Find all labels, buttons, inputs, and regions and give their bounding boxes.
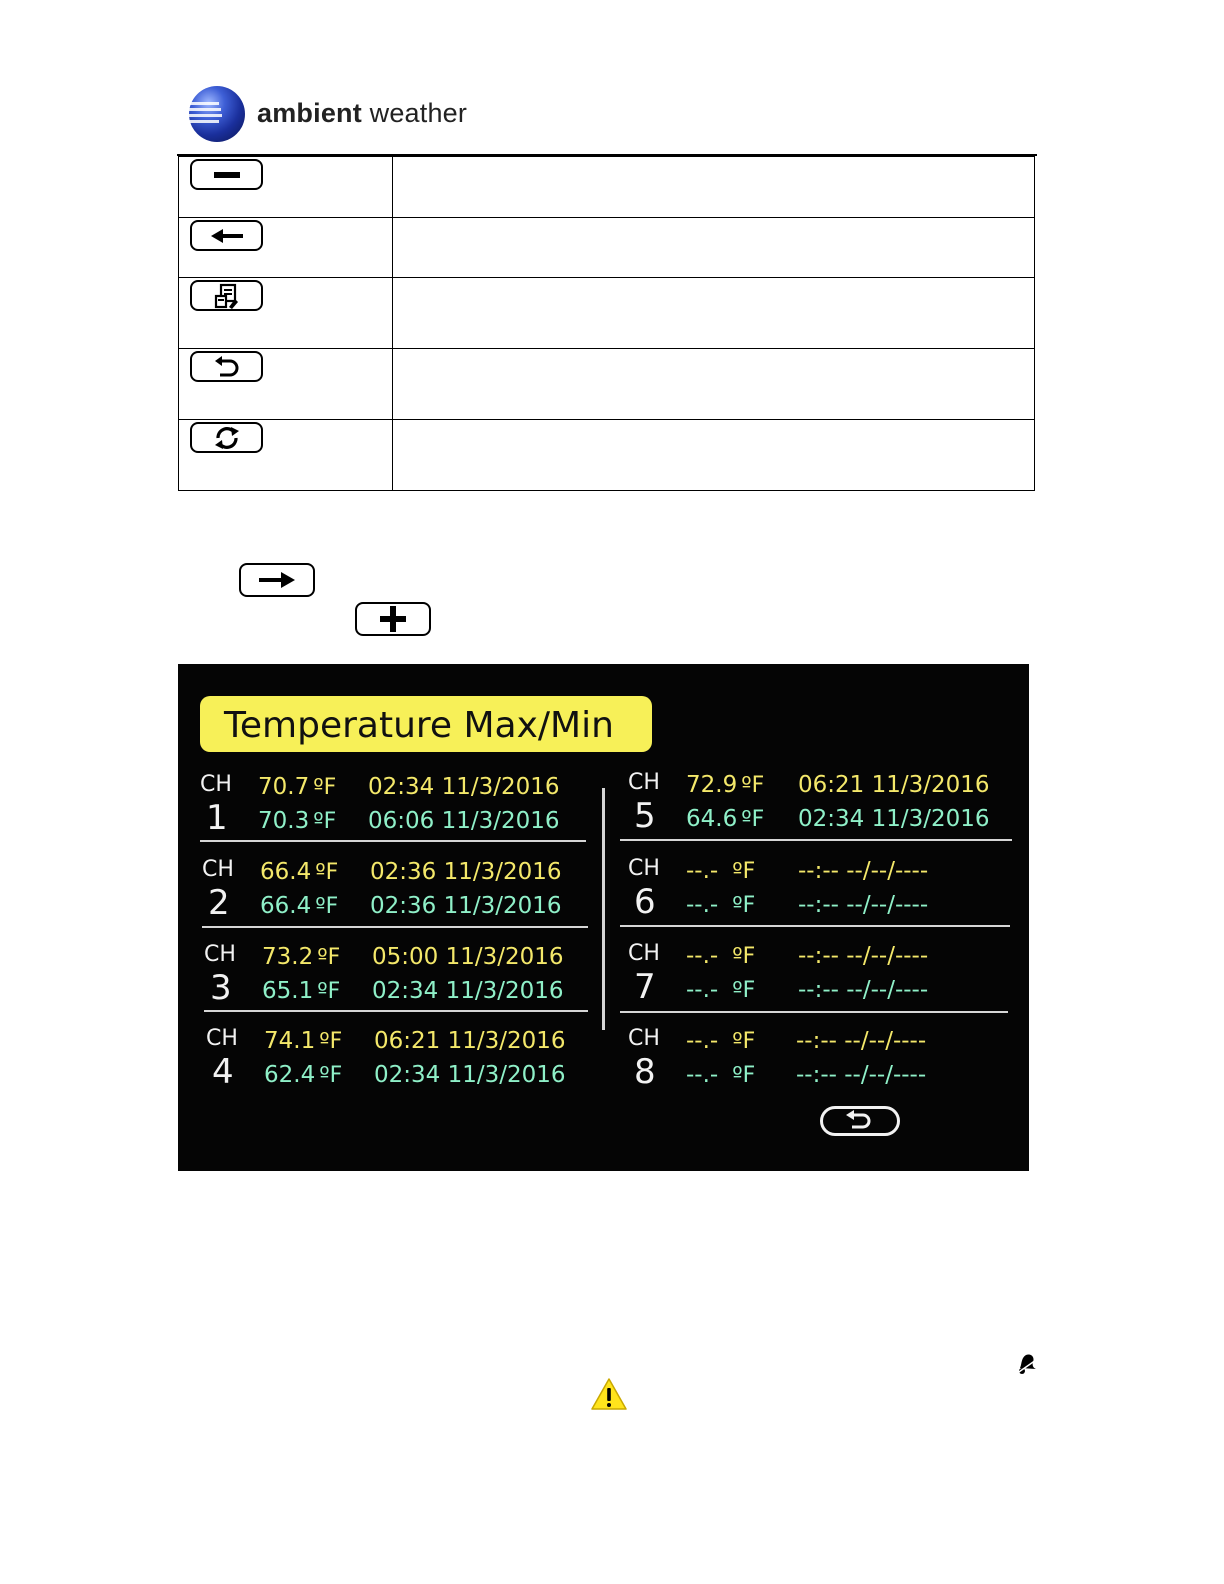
row-divider xyxy=(202,926,588,928)
return-button[interactable] xyxy=(190,351,263,382)
channel-label: CH xyxy=(202,857,234,882)
brand-name xyxy=(257,98,467,129)
max-temp-time: 06:21 11/3/2016 xyxy=(798,772,990,798)
channel-number: 4 xyxy=(212,1052,234,1092)
temp-unit: ºF xyxy=(313,809,337,834)
alarm-bell-icon xyxy=(1014,1350,1038,1376)
row-divider xyxy=(620,1011,1008,1013)
table-cell-button xyxy=(179,218,393,278)
max-temp-time: --:-- --/--/---- xyxy=(796,1028,927,1054)
table-row xyxy=(179,420,1035,491)
min-temp-time: --:-- --/--/---- xyxy=(798,977,929,1003)
temp-unit: ºF xyxy=(732,859,756,884)
min-temp xyxy=(260,893,338,919)
table-row xyxy=(179,218,1035,278)
return-icon xyxy=(212,355,242,379)
temp-unit: ºF xyxy=(317,945,341,970)
records-icon xyxy=(214,283,240,309)
minus-button[interactable] xyxy=(190,159,263,190)
plus-icon xyxy=(378,606,408,632)
min-temp xyxy=(264,1062,342,1088)
minus-icon xyxy=(212,170,242,180)
channel-number: 8 xyxy=(634,1052,656,1092)
channel-label: CH xyxy=(628,941,660,966)
channel-label: CH xyxy=(204,942,236,967)
temp-unit: ºF xyxy=(732,1063,756,1088)
min-temp-time: 02:34 11/3/2016 xyxy=(372,978,564,1004)
table-row xyxy=(179,349,1035,420)
screen-title: Temperature Max/Min xyxy=(224,705,614,746)
max-temp-value: --.- xyxy=(686,858,719,884)
max-temp-value: 66.4 xyxy=(260,859,312,885)
channel-row-2 xyxy=(202,857,602,937)
max-temp-time: 05:00 11/3/2016 xyxy=(372,944,564,970)
min-temp xyxy=(686,1062,755,1088)
refresh-button[interactable] xyxy=(190,422,263,453)
max-temp-time: 06:21 11/3/2016 xyxy=(374,1028,566,1054)
channel-row-5 xyxy=(628,770,1028,850)
max-temp xyxy=(258,774,336,800)
row-divider xyxy=(620,839,1012,841)
right-arrow-button[interactable] xyxy=(239,563,315,597)
table-cell-button xyxy=(179,157,393,218)
min-temp-time: --:-- --/--/---- xyxy=(796,1062,927,1088)
screen-back-button[interactable] xyxy=(820,1106,900,1136)
max-temp xyxy=(686,1028,755,1054)
channel-label: CH xyxy=(628,770,660,795)
right-arrow-icon xyxy=(257,571,297,589)
temp-unit: ºF xyxy=(315,894,339,919)
temp-unit: ºF xyxy=(319,1029,343,1054)
channel-label: CH xyxy=(206,1026,238,1051)
min-temp-time: 02:36 11/3/2016 xyxy=(370,893,562,919)
return-icon xyxy=(843,1110,877,1132)
min-temp xyxy=(258,808,336,834)
row-divider xyxy=(200,840,586,842)
max-temp-value: 74.1 xyxy=(264,1028,316,1054)
temp-unit: ºF xyxy=(732,944,756,969)
table-row xyxy=(179,278,1035,349)
min-temp xyxy=(262,978,340,1004)
records-button[interactable] xyxy=(190,280,263,311)
channel-number: 2 xyxy=(208,883,230,923)
button-table xyxy=(178,156,1035,491)
max-temp-value: 73.2 xyxy=(262,944,314,970)
min-temp-value: 66.4 xyxy=(260,893,312,919)
min-temp-time: 02:34 11/3/2016 xyxy=(798,806,990,832)
min-temp-time: 02:34 11/3/2016 xyxy=(374,1062,566,1088)
brand-logo xyxy=(189,86,489,146)
min-temp-time: 06:06 11/3/2016 xyxy=(368,808,560,834)
min-temp xyxy=(686,977,755,1003)
max-temp-value: 72.9 xyxy=(686,772,738,798)
max-temp xyxy=(686,943,755,969)
temp-unit: ºF xyxy=(732,1029,756,1054)
temp-unit: ºF xyxy=(317,979,341,1004)
max-temp xyxy=(264,1028,342,1054)
channel-number: 1 xyxy=(206,798,228,838)
table-cell-description xyxy=(392,349,1034,420)
temp-unit: ºF xyxy=(315,860,339,885)
temp-unit: ºF xyxy=(319,1063,343,1088)
channel-number: 7 xyxy=(634,967,656,1007)
max-temp xyxy=(686,772,764,798)
temp-unit: ºF xyxy=(732,978,756,1003)
channel-row-4 xyxy=(206,1026,606,1106)
channel-number: 5 xyxy=(634,796,656,836)
max-temp-value: --.- xyxy=(686,1028,719,1054)
channel-row-8 xyxy=(628,1026,1028,1106)
channel-row-6 xyxy=(628,856,1028,936)
min-temp-value: 62.4 xyxy=(264,1062,316,1088)
channel-label: CH xyxy=(628,1026,660,1051)
min-temp-value: 64.6 xyxy=(686,806,738,832)
plus-button[interactable] xyxy=(355,602,431,636)
logo-stripes-icon xyxy=(189,102,223,126)
row-divider xyxy=(204,1010,588,1012)
channel-number: 3 xyxy=(210,968,232,1008)
min-temp xyxy=(686,806,764,832)
min-temp-value: --.- xyxy=(686,892,719,918)
channel-row-7 xyxy=(628,941,1028,1021)
table-cell-description xyxy=(392,218,1034,278)
temp-unit: ºF xyxy=(741,773,765,798)
max-temp xyxy=(262,944,340,970)
max-temp-time: 02:36 11/3/2016 xyxy=(370,859,562,885)
table-cell-description xyxy=(392,157,1034,218)
row-divider xyxy=(620,925,1010,927)
table-cell-button xyxy=(179,420,393,491)
temp-unit: ºF xyxy=(741,807,765,832)
min-temp xyxy=(686,892,755,918)
max-temp xyxy=(686,858,755,884)
temp-unit: ºF xyxy=(313,775,337,800)
brand-name-bold: ambient xyxy=(257,98,362,128)
channel-number: 6 xyxy=(634,882,656,922)
max-temp-time: 02:34 11/3/2016 xyxy=(368,774,560,800)
warning-triangle-icon xyxy=(590,1377,628,1411)
screen-title-banner xyxy=(200,696,652,752)
table-cell-button xyxy=(179,349,393,420)
channel-label: CH xyxy=(628,856,660,881)
table-cell-description xyxy=(392,278,1034,349)
display-screenshot xyxy=(178,664,1029,1171)
max-temp-time: --:-- --/--/---- xyxy=(798,858,929,884)
table-row xyxy=(179,157,1035,218)
refresh-icon xyxy=(213,425,241,451)
table-cell-description xyxy=(392,420,1034,491)
left-arrow-button[interactable] xyxy=(190,220,263,251)
min-temp-value: 65.1 xyxy=(262,978,314,1004)
min-temp-value: --.- xyxy=(686,977,719,1003)
channel-label: CH xyxy=(200,772,232,797)
left-arrow-icon xyxy=(209,228,245,244)
max-temp-value: 70.7 xyxy=(258,774,310,800)
min-temp-time: --:-- --/--/---- xyxy=(798,892,929,918)
max-temp-time: --:-- --/--/---- xyxy=(798,943,929,969)
min-temp-value: --.- xyxy=(686,1062,719,1088)
max-temp xyxy=(260,859,338,885)
min-temp-value: 70.3 xyxy=(258,808,310,834)
max-temp-value: --.- xyxy=(686,943,719,969)
table-cell-button xyxy=(179,278,393,349)
temp-unit: ºF xyxy=(732,893,756,918)
brand-name-light: weather xyxy=(361,98,468,128)
